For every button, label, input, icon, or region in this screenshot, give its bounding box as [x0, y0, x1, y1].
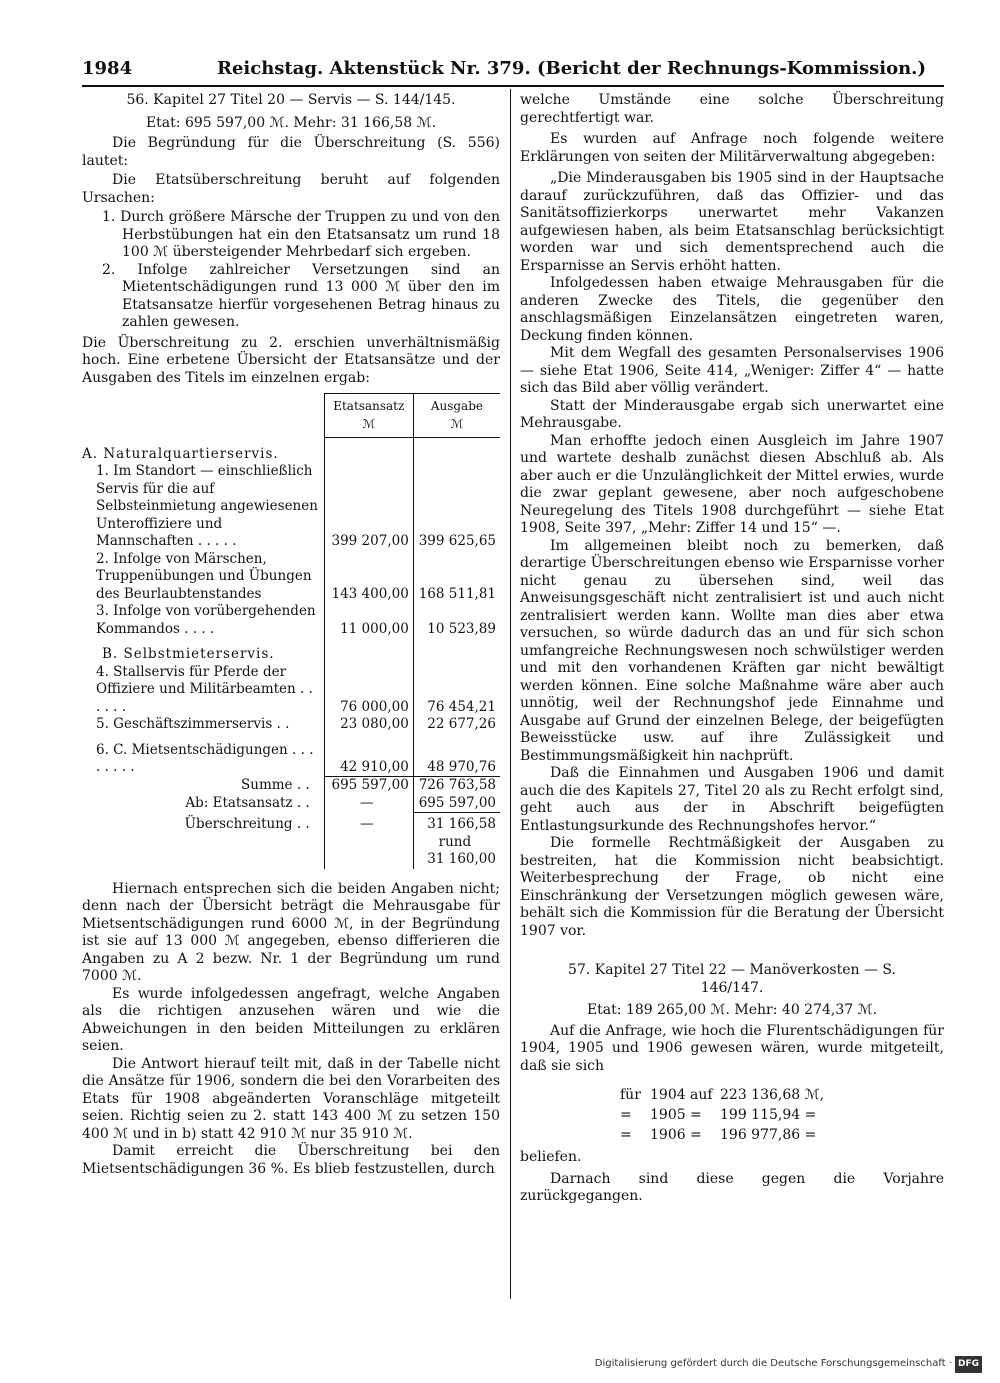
- row-ausgabe: 10 523,89: [413, 603, 500, 638]
- right-column: [520, 92, 944, 1206]
- paragraph: Es wurden auf Anfrage noch folgende weitere Erklärungen von seiten der Militärverwaltung abgegeben:: [520, 131, 944, 165]
- ab-etat: —: [324, 795, 413, 813]
- cause-item: 2. Infolge zahlreicher Versetzungen sind an Mietentschädigungen rund 13 000 ℳ über den im Etatsansatze hierfür vorgesehenen Betrag hinaus zu zahlen gewesen.: [102, 261, 500, 330]
- page-header: [82, 58, 944, 84]
- row-ausgabe: 22 677,26: [413, 716, 500, 734]
- page-number: 1984: [82, 58, 133, 79]
- row-label: 4. Stallservis für Pferde der Offiziere und Militärbeamten . . . . . .: [96, 663, 313, 715]
- intro-paragraph: Die Begründung für die Überschreitung (S. 556) lautet:: [82, 135, 500, 169]
- after-quote-paragraph: Die Überschreitung zu 2. erschien unverhältnismäßig hoch. Eine erbetene Übersicht der Etatsansätze und der Ausgaben des Titels im einzelnen ergab:: [82, 334, 500, 386]
- row-label: 3. Infolge von vorübergehenden Kommandos . . . .: [96, 603, 316, 637]
- table-row: [82, 734, 500, 777]
- paragraph: Damit erreicht die Überschreitung bei den Mietsentschädigungen 36 %. Es blieb festzustellen, durch: [82, 1143, 500, 1177]
- table-section-row: [82, 638, 500, 664]
- table-total-row: [82, 813, 500, 869]
- header-rule: [82, 85, 944, 87]
- paragraph: Es wurde infolgedessen angefragt, welche Angaben als die richtigen anzusehen wären und wie die Abweichungen in den beiden Mitteilungen zu erklären seien.: [82, 985, 500, 1054]
- overview-table: [82, 393, 500, 869]
- table-total-row: [82, 777, 500, 795]
- row-etat: 143 400,00: [324, 551, 413, 604]
- table-row: [82, 664, 500, 717]
- quote-paragraph: Mit dem Wegfall des gesamten Personalservises 1906 — siehe Etat 1906, Seite 414, „Weniger: Ziffer 4“ — hatte sich das Bild aber völlig verändert.: [520, 345, 944, 396]
- paragraph: Darnach sind diese gegen die Vorjahre zurückgegangen.: [520, 1170, 944, 1204]
- paragraph: Die formelle Rechtmäßigkeit der Ausgaben zu bestreiten, hat die Kommission nicht beabsichtigt. Weiterbesprechung der Frage, ob nicht eine Einschränkung der Versetzungen möglich gewesen wäre, behält sich die Kommission für die Beratung der Übersicht 1907 vor.: [520, 835, 944, 939]
- row-label: 1. Im Standort — einschließlich Servis für die auf Selbsteinmietung angewiesenen Unteroffiziere und Mannschaften . . . . .: [96, 463, 318, 549]
- ueberschreitung-label: Überschreitung . .: [184, 815, 310, 832]
- table-row: [82, 551, 500, 604]
- quote-paragraph: „Die Minderausgaben bis 1905 sind in der Hauptsache darauf zurückzuführen, daß das Offizier- und das Sanitätsoffizierkorps unerwartet mehr Vakanzen aufgewiesen haben, als beim Etatsanschlag berücksichtigt worden war und sich dementsprechend auch die Ersparnisse an Servis erhöht hatten.: [520, 170, 944, 274]
- paragraph: Die Antwort hierauf teilt mit, daß in der Tabelle nicht die Ansätze für 1906, sondern die bei den Vorarbeiten des Etats für 1908 abgeänderten Voranschläge mitgeteilt seien. Richtig seien zu 2. statt 143 400 ℳ zu setzen 150 400 ℳ und in b) statt 42 910 ℳ nur 35 910 ℳ.: [82, 1055, 500, 1142]
- quote-paragraph: Im allgemeinen bleibt noch zu bemerken, daß derartige Überschreitungen ebenso wie Ersparnisse vorher nicht genau zu übersehen sind, weil das Anweisungsgeschäft nicht zentralisiert ist und auch nicht zentralisiert werden kann. Wollte man dies aber etwa versuchen, so würde dadurch das an und für sich schon umfangreiche Rechnungswesen noch schwülstiger werden und mit den vorhandenen Kräften gar nicht bewältigt werden können. Eine solche Maßnahme wäre aber auch unnötig, weil der Rechnungshof jede Einnahme und Ausgabe auf Grund der einzelnen Belege, der beigefügten Beweisstücke usw. auf ihre Zulässigkeit und Bestimmungsmäßigkeit hin nachprüft.: [520, 537, 944, 764]
- paragraph: Auf die Anfrage, wie hoch die Flurentschädigungen für 1904, 1905 und 1906 gewesen wären, wurde mitgeteilt, daß sie sich: [520, 1022, 944, 1074]
- row-etat: 76 000,00: [324, 664, 413, 717]
- row-label: 5. Geschäftszimmerservis . .: [96, 716, 290, 732]
- list-item: = 1906 = 196 977,86 =: [620, 1127, 817, 1143]
- military-statement-quote: [520, 170, 944, 835]
- paragraph: beliefen.: [520, 1149, 582, 1165]
- summe-etat: 695 597,00: [324, 777, 413, 795]
- list-item: = 1905 = 199 115,94 =: [620, 1107, 817, 1123]
- column-divider: [510, 89, 511, 1299]
- paragraph: Hiernach entsprechen sich die beiden Angaben nicht; denn nach der Übersicht beträgt die Mehrausgabe für Mietsentschädigungen rund 6000 ℳ, in der Begründung ist sie auf 13 000 ℳ angegeben, ebenso differieren die Angaben zu A 2 bezw. Nr. 1 der Begründung um rund 7000 ℳ.: [82, 880, 500, 984]
- col-header-ausgabe: Ausgabe ℳ: [413, 394, 500, 438]
- quote-intro: Die Etatsüberschreitung beruht auf folgenden Ursachen:: [82, 172, 500, 206]
- left-column: [82, 92, 500, 1178]
- cause-item: 1. Durch größere Märsche der Truppen zu und von den Herbstübungen hat ein den Etatsansatz um rund 18 100 ℳ übersteigender Mehrbedarf sich ergeben.: [102, 209, 500, 260]
- row-label: 2. Infolge von Märschen, Truppenübungen und Übungen des Beurlaubtenstandes: [96, 550, 312, 602]
- row-ausgabe: 399 625,65: [413, 463, 500, 551]
- row-ausgabe: 48 970,76: [413, 734, 500, 777]
- ueberschreitung-etat: —: [324, 813, 413, 869]
- digitization-footer: [595, 1355, 982, 1374]
- row-label: 6. C. Mietsentschädigungen . . . . . . . .: [96, 741, 314, 775]
- years-list: [620, 1085, 944, 1145]
- section-56-title: 56. Kapitel 27 Titel 20 — Servis — S. 144/145.: [126, 92, 456, 108]
- ueberschreitung-ausgabe: 31 166,58 rund 31 160,00: [413, 813, 500, 869]
- section-a-label: A. Naturalquartierservis.: [82, 445, 279, 462]
- row-etat: 399 207,00: [324, 463, 413, 551]
- dfg-logo: DFG: [955, 1356, 982, 1374]
- table-header-row: [82, 394, 500, 438]
- footer-text: Digitalisierung gefördert durch die Deutsche Forschungsgemeinschaft ·: [594, 1357, 952, 1369]
- section-b-label: B. Selbstmieterservis.: [102, 646, 275, 662]
- table-row: [82, 603, 500, 638]
- running-title: Reichstag. Aktenstück Nr. 379. (Bericht der Rechnungs-Kommission.): [217, 58, 926, 79]
- row-etat: 23 080,00: [324, 716, 413, 734]
- ab-ausgabe: 695 597,00: [413, 795, 500, 813]
- row-ausgabe: 168 511,81: [413, 551, 500, 604]
- quote-paragraph: Statt der Minderausgabe ergab sich unerwartet eine Mehrausgabe.: [520, 397, 944, 431]
- section-56-etat: Etat: 695 597,00 ℳ. Mehr: 31 166,58 ℳ.: [145, 114, 437, 131]
- table-section-row: [82, 438, 500, 464]
- list-item: für 1904 auf 223 136,68 ℳ,: [620, 1087, 825, 1103]
- ab-label: Ab: Etatsansatz . .: [185, 795, 310, 811]
- col-header-etatsansatz: Etatsansatz ℳ: [324, 394, 413, 438]
- quote-paragraph: Man erhoffte jedoch einen Ausgleich im Jahre 1907 und wartete deshalb zunächst diesen Abschluß ab. Als aber auch er die Unzulänglichkeit der Mittel erwies, wurde die zwar geplant gewesene, aber noch aufgeschobene Neuregelung des Titels 1908 durchgeführt — siehe Etat 1908, Seite 397, „Mehr: Ziffer 14 und 15“ —.: [520, 432, 944, 536]
- table-row: [82, 716, 500, 734]
- row-etat: 11 000,00: [324, 603, 413, 638]
- quote-paragraph: Infolgedessen haben etwaige Mehrausgaben für die anderen Zwecke des Titels, die gegenüber den anschlagsmäßigen Einzelansätzen eingetreten waren, Deckung finden können.: [520, 275, 944, 344]
- summe-ausgabe: 726 763,58: [413, 777, 500, 795]
- table-row: [82, 463, 500, 551]
- section-57-etat: Etat: 189 265,00 ℳ. Mehr: 40 274,37 ℳ.: [586, 1002, 878, 1018]
- quote-paragraph: Daß die Einnahmen und Ausgaben 1906 und damit auch die des Kapitels 27, Titel 20 als zu Recht erfolgt sind, geht auch aus der in Abschrift beigefügten Entlastungsurkunde des Rechnungshofes hervor.“: [520, 765, 944, 834]
- table-total-row: [82, 795, 500, 813]
- row-ausgabe: 76 454,21: [413, 664, 500, 717]
- summe-label: Summe . .: [241, 777, 310, 793]
- paragraph: welche Umstände eine solche Überschreitung gerechtfertigt war.: [520, 92, 944, 126]
- causes-list: [82, 209, 500, 332]
- row-etat: 42 910,00: [324, 734, 413, 777]
- section-57-title: 57. Kapitel 27 Titel 22 — Manöverkosten — S. 146/147.: [568, 962, 896, 996]
